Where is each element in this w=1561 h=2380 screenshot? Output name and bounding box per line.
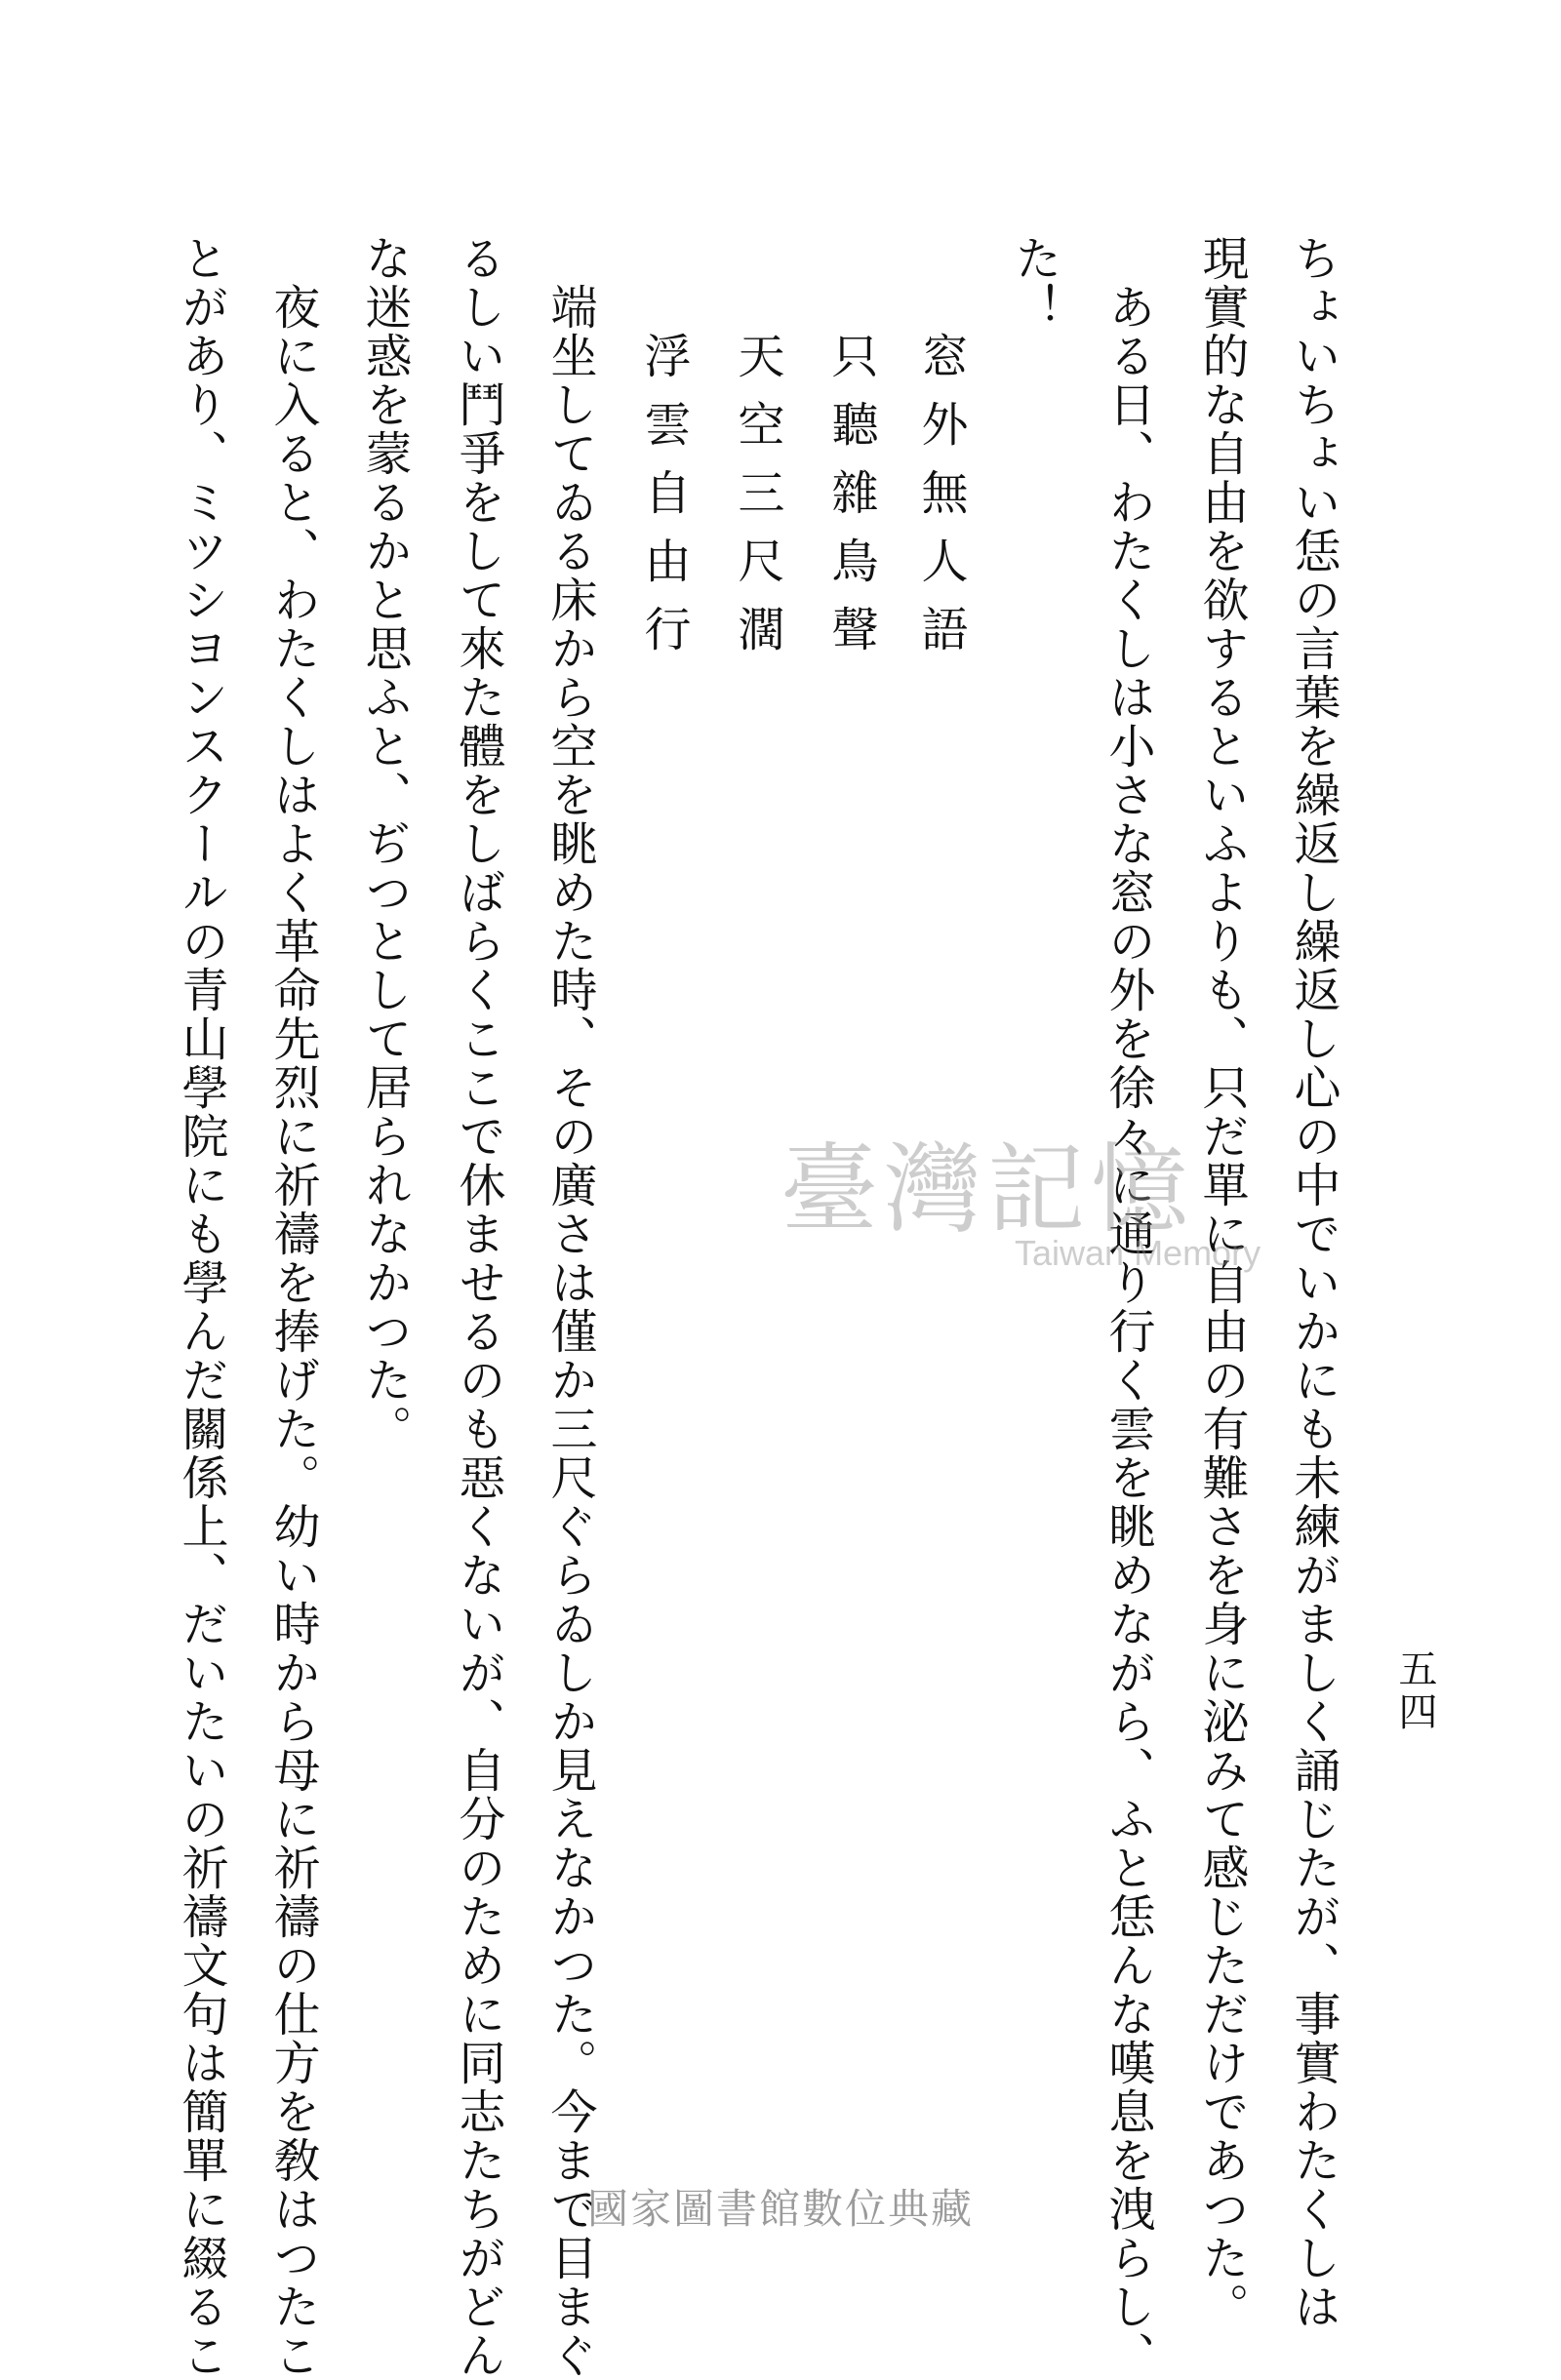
poem-line4: 浮雲自由行: [636, 332, 691, 673]
paragraph1-line4: た！: [1007, 234, 1061, 332]
paragraph3-line1: 夜に入ると、わたくしはよく革命先烈に祈禱を捧げた。幼い時から母に祈禱の仕方を敎はつたこ: [265, 283, 320, 2380]
paragraph1-line2: 現實的な自由を欲するといふよりも、只だ單に自由の有難さを身に泌みて感じただけであつた。: [1194, 234, 1249, 2331]
poem-line3: 天空三尺濶: [730, 332, 784, 673]
watermark-english-text: Taiwan Memory: [1015, 1233, 1261, 1273]
poem-line1: 窓外無人語: [913, 332, 968, 673]
paragraph1-line3: ある日、わたくしは小さな窓の外を徐々に通り行く雲を眺めながら、ふと恁んな嘆息を洩らし、: [1101, 283, 1155, 2380]
paragraph2-line2: るしい鬥爭をして來た體をしばらくここで休ませるのも惡くないが、自分のために同志たちがどん: [451, 234, 505, 2380]
paragraph3-line2: とがあり、ミツシヨンスクールの青山學院にも學んだ關係上、だいたいの祈禱文句は簡單に綴るこ: [174, 234, 228, 2380]
paragraph2-line3: な迷惑を蒙るかと思ふと、ぢつとして居られなかつた。: [357, 234, 412, 1453]
footer-source-label: 國家圖書館數位典藏: [586, 2185, 974, 2233]
paragraph1-line1: ちょいちょい恁の言葉を繰返し繰返し心の中でいかにも未練がましく誦じたが、事實わたくしは: [1286, 234, 1341, 2331]
watermark-logo-text: 臺灣記憶: [780, 1132, 1194, 1247]
poem-line2: 只聽雜鳥聲: [823, 332, 878, 673]
page-number: 五四: [1392, 1648, 1437, 1734]
paragraph2-line1: 端坐してゐる床から空を眺めた時、その廣さは僅か三尺ぐらゐしか見えなかつた。今まで目まぐ: [542, 283, 597, 2380]
watermark: [780, 1132, 1261, 1274]
